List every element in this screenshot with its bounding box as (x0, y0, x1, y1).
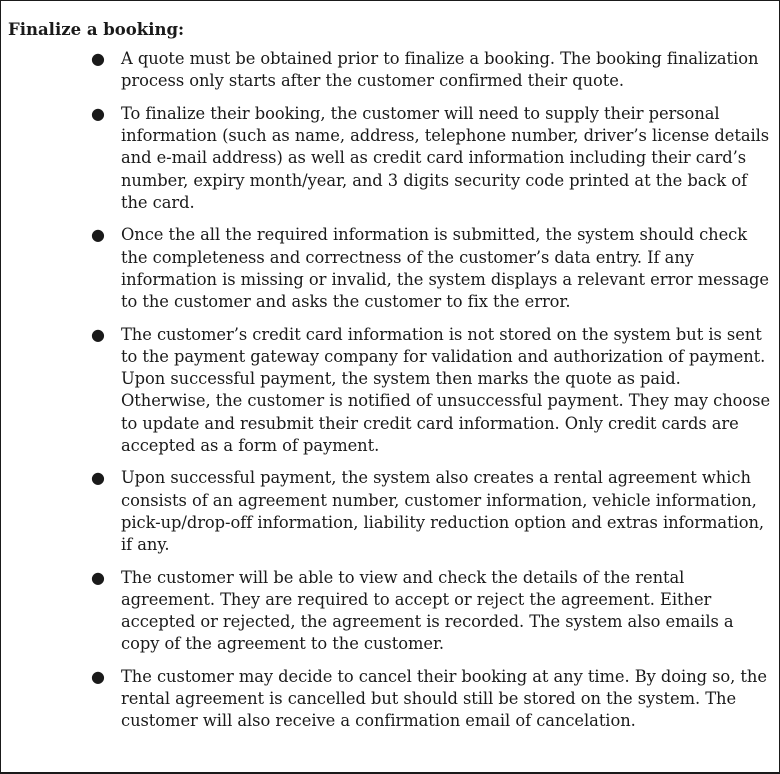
list-item (8, 224, 772, 313)
requirements-list (8, 48, 772, 733)
bullet-dot-icon: ● (91, 667, 105, 687)
bullet-dot-icon: ● (91, 324, 105, 344)
list-item (8, 567, 772, 656)
bullet-dot-icon: ● (91, 103, 105, 123)
bullet-dot-icon: ● (91, 225, 105, 245)
list-item-text: To finalize their booking, the customer will need to supply their personal information (such as name, address, telephone number, driver’s license details and e-mail address) as well as credit card information including their card’s number, expiry month/year, and 3 digits security code printed at the back of the card. (121, 103, 770, 212)
bullet-dot-icon: ● (91, 468, 105, 488)
list-item-text: Upon successful payment, the system also creates a rental agreement which consists of an agreement number, customer information, vehicle information, pick-up/drop-off information, liability reduction option and extras information, if any. (121, 468, 765, 555)
list-item-text: The customer may decide to cancel their booking at any time. By doing so, the rental agreement is cancelled but should still be stored on the system. The customer will also receive a confirmation email of cancelation. (121, 667, 767, 731)
list-item (8, 103, 772, 214)
list-item (8, 467, 772, 556)
document-content (8, 18, 772, 743)
section-heading: Finalize a booking: (8, 20, 185, 39)
list-item-text: Once the all the required information is submitted, the system should check the completeness and correctness of the customer’s data entry. If any information is missing or invalid, the system displays a relevant error message to the customer and asks the customer to fix the error. (121, 225, 769, 312)
list-item (8, 48, 772, 92)
list-item (8, 666, 772, 733)
bullet-dot-icon: ● (91, 567, 105, 587)
bullet-dot-icon: ● (91, 49, 105, 68)
list-item-text: The customer’s credit card information is not stored on the system but is sent to the payment gateway company for validation and authorization of payment. Upon successful payment, the system then marks the quote as paid. Otherwise, the customer is notified of unsuccessful payment. They may choose to update and resubmit their credit card information. Only credit cards are accepted as a form of payment. (121, 324, 771, 455)
list-item-text: The customer will be able to view and check the details of the rental agreement. They are required to accept or reject the agreement. Either accepted or rejected, the agreement is recorded. The system also emails a copy of the agreement to the customer. (121, 567, 734, 654)
list-item-text: A quote must be obtained prior to finalize a booking. The booking finalization process only starts after the customer confirmed their quote. (121, 49, 759, 91)
list-item (8, 324, 772, 457)
